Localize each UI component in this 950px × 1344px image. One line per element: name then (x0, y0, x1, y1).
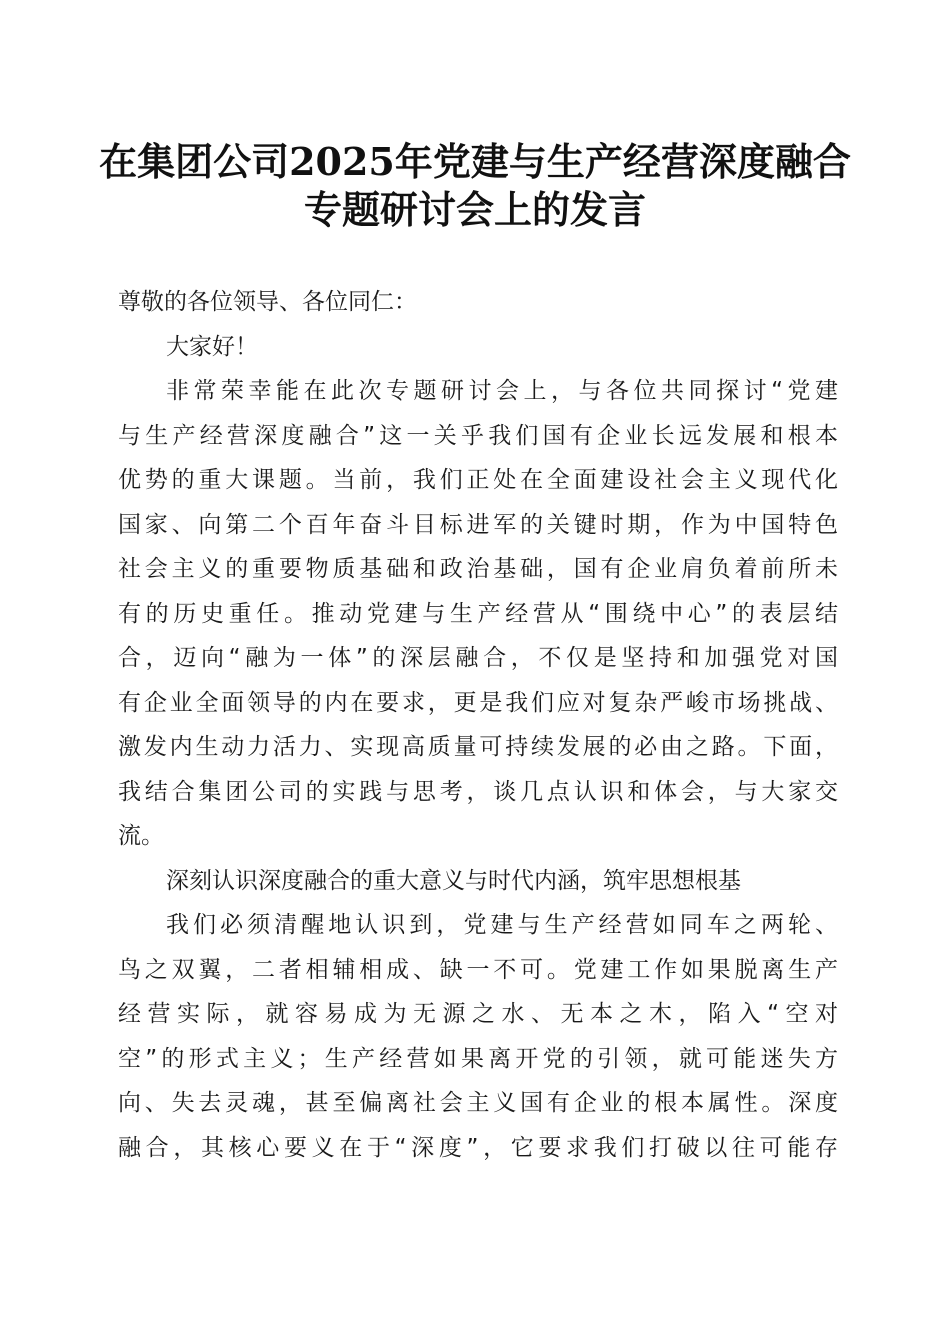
paragraph-line: 优势的重大课题。当前，我们正处在全面建设社会主义现代化 (118, 467, 838, 493)
salutation: 尊敬的各位领导、各位同仁： (118, 289, 417, 315)
paragraph-line: 合，迈向“融为一体”的深层融合，不仅是坚持和加强党对国 (118, 645, 838, 671)
paragraph-line: 有企业全面领导的内在要求，更是我们应对复杂严峻市场挑战、 (118, 689, 838, 716)
paragraph-line: 空”的形式主义；生产经营如果离开党的引领，就可能迷失方 (118, 1045, 838, 1072)
paragraph-line: 鸟之双翼，二者相辅相成、缺一不可。党建工作如果脱离生产 (118, 956, 838, 983)
document-title-line-2: 专题研讨会上的发言 (303, 187, 646, 232)
paragraph-line: 我结合集团公司的实践与思考，谈几点认识和体会，与大家交 (118, 778, 838, 805)
paragraph-line: 有的历史重任。推动党建与生产经营从“围绕中心”的表层结 (118, 600, 838, 627)
paragraph-line: 社会主义的重要物质基础和政治基础，国有企业肩负着前所未 (118, 556, 838, 582)
paragraph-line: 我们必须清醒地认识到，党建与生产经营如同车之两轮、 (166, 912, 838, 938)
paragraph-line: 与生产经营深度融合”这一关乎我们国有企业长远发展和根本 (118, 422, 838, 449)
paragraph-line: 非常荣幸能在此次专题研讨会上，与各位共同探讨“党建 (166, 378, 838, 404)
paragraph-line: 经营实际，就容易成为无源之水、无本之木，陷入“空对 (118, 1001, 838, 1027)
section-heading: 深刻认识深度融合的重大意义与时代内涵，筑牢思想根基 (166, 867, 741, 894)
paragraph-2 (118, 903, 838, 1170)
paragraph-line: 流。 (118, 823, 164, 849)
document-body (118, 280, 838, 1170)
paragraph-line: 融合，其核心要义在于“深度”，它要求我们打破以往可能存 (118, 1134, 838, 1161)
paragraph-line: 激发内生动力活力、实现高质量可持续发展的必由之路。下面， (118, 734, 838, 760)
paragraph-line: 国家、向第二个百年奋斗目标进军的关键时期，作为中国特色 (118, 511, 838, 538)
paragraph-line: 向、失去灵魂，甚至偏离社会主义国有企业的根本属性。深度 (118, 1090, 838, 1116)
greeting: 大家好！ (166, 333, 258, 360)
paragraph-1 (118, 369, 838, 859)
document-title-line-1: 在集团公司2025年党建与生产经营深度融合 (99, 139, 851, 184)
